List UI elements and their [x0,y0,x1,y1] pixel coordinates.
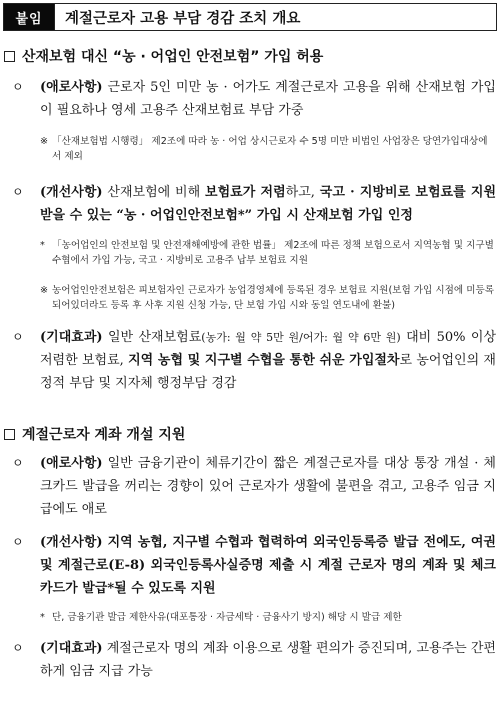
header-box [3,3,497,31]
s2-effect-paragraph [12,637,496,683]
s1-note-2-text: 「농어업인의 안전보험 및 안전재해예방에 관한 법률」 제2조에 따른 정책 보험으로서 지역농협 및 지구별수협에서 가입 가능, 국고 · 지방비로 고용주 납부 보험료 지원 [52,240,494,266]
square-bullet-icon [4,51,15,62]
s1-note-2 [12,238,496,268]
s1-effect-text-3: 로 농어업인의 재정적 부담 및 지자체 행정부담 경감 [40,353,496,391]
s2-note-1-text: 단, 금융기관 발급 제한사유(대포통장 · 자금세탁 · 금융사기 방지) 해당 시 발급 제한 [52,612,402,623]
s1-note-1-text: 「산재보험법 시행령」 제2조에 따라 농 · 어업 상시근로자 수 5명 미만 비법인 사업장은 당연가입대상에서 제외 [52,136,488,162]
document-title: 계절근로자 고용 부담 경감 조치 개요 [54,4,496,30]
s1-improvement-bold-1: 보험료가 저렴 [205,185,286,200]
section-2-title: 계절근로자 계좌 개설 지원 [22,427,186,443]
section-1-title: 산재보험 대신 “농 · 어업인 안전보험” 가입 허용 [22,49,324,65]
s1-problem-label: (애로사항) [40,80,103,95]
s2-problem-label: (애로사항) [40,456,103,471]
s1-note-3 [12,283,496,313]
note-mark: ※ [40,136,49,147]
square-bullet-icon [4,429,15,440]
s1-improvement-label: (개선사항) [40,185,103,200]
s1-effect-bold: 지역 농협 및 지구별 수협을 통한 쉬운 가입절차 [128,353,400,368]
s1-improvement-paragraph [12,181,496,227]
note-mark: ※ [40,285,49,296]
s1-note-1 [12,134,496,164]
s1-effect-paragraph [12,326,496,395]
s2-improvement-paragraph [12,531,496,600]
attachment-badge: 붙임 [4,4,54,30]
s1-problem-text: 근로자 5인 미만 농 · 어가도 계절근로자 고용을 위해 산재보험 가입이 필요하나 영세 고용주 산재보험료 부담 가중 [40,80,496,118]
circle-bullet-icon: ㅇ [12,456,24,470]
s1-improvement-bold-2: 국고 · 지방비로 보험료를 지원받을 수 있는 “농 · 어업인안전보험*” 가입 시 산재보험 가입 인정 [40,185,497,223]
circle-bullet-icon: ㅇ [12,641,24,655]
s1-improvement-text-1: 산재보험에 비해 [102,185,206,200]
circle-bullet-icon: ㅇ [12,330,24,344]
s2-improvement-label: (개선사항) [40,535,103,550]
note-mark: * [40,240,45,251]
circle-bullet-icon: ㅇ [12,80,24,94]
s1-effect-text-1: 일반 산재보험료 [102,330,202,345]
s1-improvement-text-2: 하고, [285,185,320,200]
s2-problem-paragraph [12,452,496,521]
section-2-heading [4,424,185,444]
s1-note-3-text: 농어업인안전보험은 피보험자인 근로자가 농업경영체에 등록된 경우 보험료 지원(보험 가입 시점에 미등록되어있더라도 등록 후 사후 지원 신청 가능, 단 보험 가입 시와 동일 연도내에 환불) [52,285,495,311]
s2-note-1 [12,610,496,625]
s2-effect-text: 계절근로자 명의 계좌 이용으로 생활 편의가 증진되며, 고용주는 간편하게 임금 지급 가능 [40,641,496,679]
s1-effect-label: (기대효과) [40,330,103,345]
s1-effect-small: (농가: 월 약 5만 원/어가: 월 약 6만 원) [201,331,401,344]
s2-effect-label: (기대효과) [40,641,103,656]
s1-problem-paragraph [12,76,496,122]
circle-bullet-icon: ㅇ [12,185,24,199]
section-1-heading [4,46,323,66]
s2-problem-text: 일반 금융기관이 체류기간이 짧은 계절근로자를 대상 통장 개설 · 체크카드 발급을 꺼리는 경향이 있어 근로자가 생활에 불편을 겪고, 고용주 임금 지급에도 애로 [40,456,496,517]
note-mark: * [40,612,45,623]
s1-effect-text-2: 대비 50% 이상 저렴한 보험료, [40,330,497,368]
s2-improvement-bold: 지역 농협, 지구별 수협과 협력하여 외국인등록증 발급 전에도, 여권 및 계절근로(E-8) 외국인등록사실증명 제출 시 계절 근로자 명의 계좌 및 체크카드가 발급*될 수 있도록 지원 [40,535,496,596]
circle-bullet-icon: ㅇ [12,535,24,549]
